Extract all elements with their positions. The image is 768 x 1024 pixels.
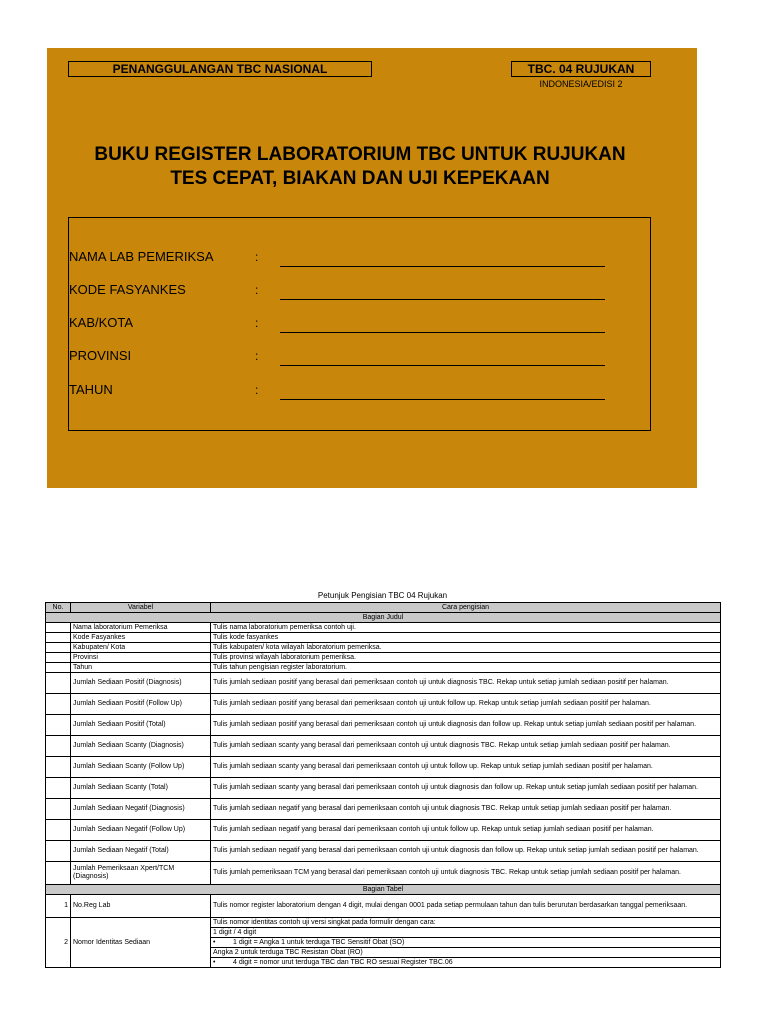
cell-no: [46, 799, 71, 820]
cell-how: Tulis nama laboratorium pemeriksa contoh uji.: [211, 623, 721, 633]
table-row: [46, 841, 721, 862]
cell-how: Tulis jumlah sediaan negatif yang berasal dari pemeriksaan contoh uji untuk follow up. Rekap untuk setiap jumlah sediaan positif per halaman.: [211, 820, 721, 841]
field-label: PROVINSI: [69, 348, 132, 363]
cell-no: [46, 862, 71, 885]
field-label: KAB/KOTA: [69, 315, 134, 330]
cell-variable: Tahun: [71, 663, 211, 673]
table-row: [46, 799, 721, 820]
field-label: TAHUN: [69, 382, 113, 397]
identity-form: [68, 217, 651, 431]
line-text: 1 digit = Angka 1 untuk terduga TBC Sensitif Obat (SO): [233, 938, 405, 946]
cell-no: [46, 643, 71, 653]
cell-no: [46, 736, 71, 757]
section-header-judul: Bagian Judul: [46, 613, 721, 623]
field-kab-kota: [69, 315, 650, 335]
cell-how: Tulis jumlah sediaan scanty yang berasal dari pemeriksaan contoh uji untuk diagnosis TBC. Rekap untuk setiap jumlah sediaan positif per halaman.: [211, 736, 721, 757]
cell-how: Tulis provinsi wilayah laboratorium pemeriksa.: [211, 653, 721, 663]
cell-no: 1: [46, 895, 71, 918]
cell-variable: Jumlah Sediaan Negatif (Follow Up): [71, 820, 211, 841]
field-colon: :: [255, 383, 259, 397]
field-colon: :: [255, 349, 259, 363]
field-colon: :: [255, 250, 259, 264]
cell-how: Tulis kode fasyankes: [211, 633, 721, 643]
cell-no: [46, 841, 71, 862]
field-label: KODE FASYANKES: [69, 282, 186, 297]
cell-how: Tulis jumlah sediaan negatif yang berasal dari pemeriksaan contoh uji untuk diagnosis TBC. Rekap untuk setiap jumlah sediaan positif per halaman.: [211, 799, 721, 820]
table-row: [46, 820, 721, 841]
field-input-line[interactable]: [280, 332, 605, 333]
field-input-line[interactable]: [280, 266, 605, 267]
cell-variable: Jumlah Sediaan Positif (Total): [71, 715, 211, 736]
field-tahun: [69, 382, 650, 402]
table-row: [46, 918, 721, 928]
form-code-box: TBC. 04 RUJUKAN: [511, 61, 651, 77]
field-input-line[interactable]: [280, 399, 605, 400]
field-input-line[interactable]: [280, 365, 605, 366]
table-row: [46, 653, 721, 663]
cell-how: Tulis jumlah sediaan negatif yang berasal dari pemeriksaan contoh uji untuk diagnosis dan follow up. Rekap untuk setiap jumlah sediaan positif per halaman.: [211, 841, 721, 862]
cell-no: [46, 653, 71, 663]
bullet-icon: •: [213, 938, 216, 946]
cell-no: [46, 673, 71, 694]
cell-variable: Nomor Identitas Sediaan: [71, 918, 211, 968]
cell-how: Tulis jumlah sediaan positif yang berasal dari pemeriksaan contoh uji untuk diagnosis TBC. Rekap untuk setiap jumlah sediaan positif per halaman.: [211, 673, 721, 694]
field-label: NAMA LAB PEMERIKSA: [69, 249, 214, 264]
cell-variable: Jumlah Sediaan Positif (Follow Up): [71, 694, 211, 715]
field-colon: :: [255, 283, 259, 297]
col-header-variable: Variabel: [71, 603, 211, 613]
field-colon: :: [255, 316, 259, 330]
table-row: [46, 643, 721, 653]
title-line-1: BUKU REGISTER LABORATORIUM TBC UNTUK RUJUKAN: [94, 144, 626, 165]
table-header-row: [46, 603, 721, 613]
table-row: [46, 778, 721, 799]
edition-label: INDONESIA/EDISI 2: [539, 79, 623, 89]
document-title: [47, 143, 673, 191]
cell-no: 2: [46, 918, 71, 968]
cell-no: [46, 633, 71, 643]
bullet-icon: •: [213, 958, 216, 966]
table-row: [46, 623, 721, 633]
cell-no: [46, 757, 71, 778]
cell-variable: No.Reg Lab: [71, 895, 211, 918]
cell-how: Tulis nomor register laboratorium dengan 4 digit, mulai dengan 0001 pada setiap permulaan tahun dan tulis berurutan berdasarkan tanggal pemeriksaan.: [211, 895, 721, 918]
cell-how-line: [211, 958, 721, 968]
field-kode-fasyankes: [69, 282, 650, 302]
cell-how: Tulis kabupaten/ kota wilayah laboratorium pemeriksa.: [211, 643, 721, 653]
table-row: [46, 862, 721, 885]
section-row: [46, 613, 721, 623]
field-input-line[interactable]: [280, 299, 605, 300]
field-nama-lab: [69, 249, 650, 269]
cell-variable: Nama laboratorium Pemeriksa: [71, 623, 211, 633]
cell-variable: Jumlah Sediaan Negatif (Total): [71, 841, 211, 862]
field-provinsi: [69, 348, 650, 368]
cell-how: Tulis jumlah sediaan scanty yang berasal dari pemeriksaan contoh uji untuk follow up. Rekap untuk setiap jumlah sediaan positif per halaman.: [211, 757, 721, 778]
cell-how: Tulis jumlah sediaan positif yang berasal dari pemeriksaan contoh uji untuk follow up. Rekap untuk setiap jumlah sediaan positif per halaman.: [211, 694, 721, 715]
table-row: [46, 663, 721, 673]
col-header-no: No.: [46, 603, 71, 613]
cover-page: [47, 48, 697, 488]
cell-how-line: [211, 938, 721, 948]
cell-variable: Jumlah Sediaan Scanty (Follow Up): [71, 757, 211, 778]
section-row: [46, 885, 721, 895]
cell-no: [46, 715, 71, 736]
cell-how-line: Angka 2 untuk terduga TBC Resistan Obat (RO): [211, 948, 721, 958]
cell-variable: Kode Fasyankes: [71, 633, 211, 643]
line-text: 4 digit = nomor urut terduga TBC dan TBC RO sesuai Register TBC.06: [233, 958, 453, 966]
program-header: PENANGGULANGAN TBC NASIONAL: [68, 61, 372, 77]
cell-variable: Provinsi: [71, 653, 211, 663]
cell-how: Tulis jumlah sediaan positif yang berasal dari pemeriksaan contoh uji untuk diagnosis dan follow up. Rekap untuk setiap jumlah sediaan positif per halaman.: [211, 715, 721, 736]
table-row: [46, 715, 721, 736]
table-row: [46, 633, 721, 643]
instructions-table: [45, 602, 721, 968]
cell-no: [46, 778, 71, 799]
instructions-title: Petunjuk Pengisian TBC 04 Rujukan: [317, 591, 448, 600]
table-row: [46, 673, 721, 694]
cell-no: [46, 623, 71, 633]
cell-how: Tulis tahun pengisian register laboratorium.: [211, 663, 721, 673]
table-row: [46, 757, 721, 778]
section-header-tabel: Bagian Tabel: [46, 885, 721, 895]
cell-no: [46, 820, 71, 841]
cell-how: Tulis jumlah sediaan scanty yang berasal dari pemeriksaan contoh uji untuk diagnosis dan follow up. Rekap untuk setiap jumlah sediaan positif per halaman.: [211, 778, 721, 799]
cell-variable: Jumlah Sediaan Positif (Diagnosis): [71, 673, 211, 694]
table-row: [46, 736, 721, 757]
cell-how: Tulis jumlah pemeriksaan TCM yang berasal dari pemeriksaan contoh uji untuk diagnosis TBC. Rekap untuk setiap jumlah sediaan positif per halaman.: [211, 862, 721, 885]
title-line-2: TES CEPAT, BIAKAN DAN UJI KEPEKAAN: [170, 168, 550, 189]
cell-how-line: Tulis nomor identitas contoh uji versi singkat pada formulir dengan cara:: [211, 918, 721, 928]
table-row: [46, 694, 721, 715]
cell-no: [46, 663, 71, 673]
cell-variable: Kabupaten/ Kota: [71, 643, 211, 653]
cell-variable: Jumlah Pemeriksaan Xpert/TCM (Diagnosis): [71, 862, 211, 885]
cell-variable: Jumlah Sediaan Scanty (Diagnosis): [71, 736, 211, 757]
col-header-how: Cara pengisian: [211, 603, 721, 613]
cell-variable: Jumlah Sediaan Scanty (Total): [71, 778, 211, 799]
cell-variable: Jumlah Sediaan Negatif (Diagnosis): [71, 799, 211, 820]
cell-how-line: 1 digit / 4 digit: [211, 928, 721, 938]
cell-no: [46, 694, 71, 715]
table-row: [46, 895, 721, 918]
